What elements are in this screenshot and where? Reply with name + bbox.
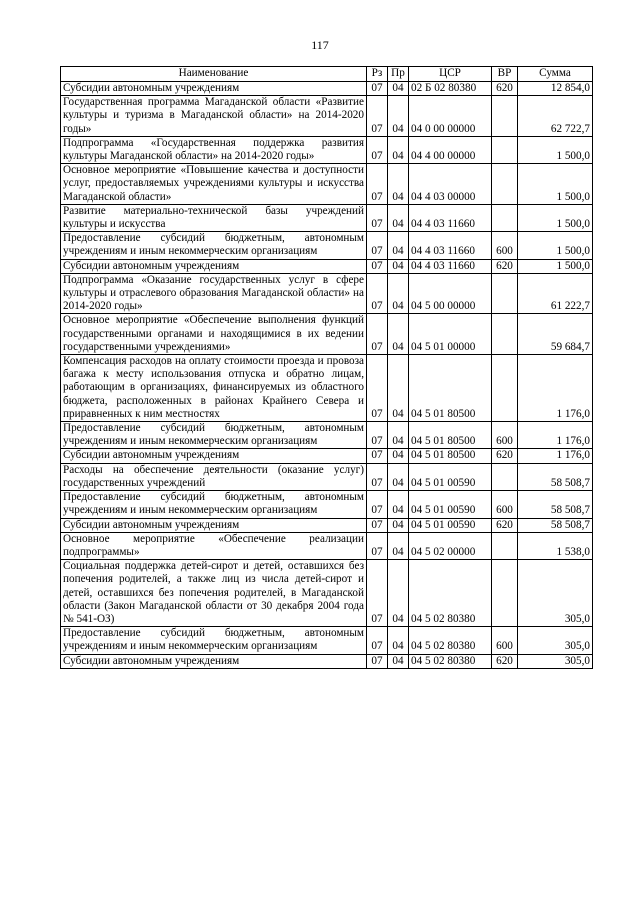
- cell-csr: 04 5 01 00590: [409, 518, 492, 532]
- cell-vr: 600: [492, 422, 518, 449]
- cell-pr: 04: [388, 164, 409, 205]
- cell-sum: 59 684,7: [518, 314, 593, 355]
- cell-name: Предоставление субсидий бюджетным, автономным учреждениям и иным некоммерческим организациям: [61, 627, 367, 654]
- header-sum: Сумма: [518, 67, 593, 82]
- table-row: [61, 314, 593, 355]
- cell-vr: [492, 136, 518, 163]
- cell-pr: 04: [388, 273, 409, 314]
- cell-csr: 04 5 02 80380: [409, 560, 492, 627]
- cell-pr: 04: [388, 463, 409, 490]
- cell-rz: 07: [367, 232, 388, 259]
- cell-sum: 305,0: [518, 654, 593, 668]
- cell-name: Основное мероприятие «Повышение качества и доступности услуг, предоставляемых учреждениями культуры и искусства Магаданской области»: [61, 164, 367, 205]
- header-vr: ВР: [492, 67, 518, 82]
- table-row: [61, 518, 593, 532]
- table-row: [61, 627, 593, 654]
- table-row: [61, 654, 593, 668]
- cell-csr: 04 4 03 11660: [409, 259, 492, 273]
- cell-rz: 07: [367, 491, 388, 518]
- cell-name: Социальная поддержка детей-сирот и детей, оставшихся без попечения родителей, а также лиц из числа детей-сирот и детей, оставшихся без попечения родителей, в Магаданской области (Закон Магаданской области от 30 декабря 2004 года № 541-ОЗ): [61, 560, 367, 627]
- table-row: [61, 232, 593, 259]
- cell-vr: 620: [492, 82, 518, 96]
- cell-rz: 07: [367, 532, 388, 559]
- cell-vr: 620: [492, 518, 518, 532]
- cell-pr: 04: [388, 314, 409, 355]
- cell-pr: 04: [388, 204, 409, 231]
- cell-csr: 04 5 02 80380: [409, 627, 492, 654]
- cell-sum: 1 500,0: [518, 164, 593, 205]
- cell-sum: 12 854,0: [518, 82, 593, 96]
- cell-pr: 04: [388, 96, 409, 137]
- cell-vr: [492, 314, 518, 355]
- cell-pr: 04: [388, 491, 409, 518]
- cell-csr: 04 5 01 00000: [409, 314, 492, 355]
- cell-csr: 04 4 03 11660: [409, 232, 492, 259]
- cell-pr: 04: [388, 232, 409, 259]
- cell-pr: 04: [388, 532, 409, 559]
- cell-rz: 07: [367, 96, 388, 137]
- cell-sum: 1 176,0: [518, 449, 593, 463]
- cell-rz: 07: [367, 449, 388, 463]
- header-csr: ЦСР: [409, 67, 492, 82]
- cell-sum: 58 508,7: [518, 463, 593, 490]
- cell-csr: 04 5 01 00590: [409, 491, 492, 518]
- cell-name: Субсидии автономным учреждениям: [61, 518, 367, 532]
- cell-sum: 305,0: [518, 560, 593, 627]
- table-row: [61, 355, 593, 422]
- table-row: [61, 136, 593, 163]
- cell-name: Субсидии автономным учреждениям: [61, 654, 367, 668]
- table-header-row: [61, 67, 593, 82]
- table-row: [61, 164, 593, 205]
- cell-pr: 04: [388, 355, 409, 422]
- cell-csr: 04 5 02 80380: [409, 654, 492, 668]
- cell-csr: 04 0 00 00000: [409, 96, 492, 137]
- table-row: [61, 259, 593, 273]
- cell-csr: 04 4 03 11660: [409, 204, 492, 231]
- cell-pr: 04: [388, 82, 409, 96]
- cell-vr: 620: [492, 449, 518, 463]
- cell-rz: 07: [367, 204, 388, 231]
- cell-vr: [492, 96, 518, 137]
- cell-rz: 07: [367, 164, 388, 205]
- table-row: [61, 463, 593, 490]
- cell-name: Субсидии автономным учреждениям: [61, 82, 367, 96]
- cell-rz: 07: [367, 136, 388, 163]
- cell-vr: 600: [492, 232, 518, 259]
- cell-rz: 07: [367, 560, 388, 627]
- cell-pr: 04: [388, 259, 409, 273]
- cell-sum: 1 500,0: [518, 259, 593, 273]
- cell-csr: 04 5 01 80500: [409, 355, 492, 422]
- cell-vr: 600: [492, 627, 518, 654]
- cell-name: Компенсация расходов на оплату стоимости проезда и провоза багажа к месту использования отпуска и обратно лицам, работающим в организациях, финансируемых из областного бюджета, расположенных в районах Крайнего Севера и приравненных к ним местностях: [61, 355, 367, 422]
- cell-name: Расходы на обеспечение деятельности (оказание услуг) государственных учреждений: [61, 463, 367, 490]
- table-row: [61, 532, 593, 559]
- cell-name: Субсидии автономным учреждениям: [61, 259, 367, 273]
- cell-pr: 04: [388, 627, 409, 654]
- cell-csr: 04 5 02 00000: [409, 532, 492, 559]
- cell-vr: [492, 532, 518, 559]
- cell-name: Государственная программа Магаданской области «Развитие культуры и туризма в Магаданской области» на 2014-2020 годы»: [61, 96, 367, 137]
- cell-rz: 07: [367, 273, 388, 314]
- cell-name: Подпрограмма «Государственная поддержка развития культуры Магаданской области» на 2014-2020 годы»: [61, 136, 367, 163]
- budget-table: [60, 66, 593, 669]
- cell-rz: 07: [367, 259, 388, 273]
- cell-csr: 02 Б 02 80380: [409, 82, 492, 96]
- header-pr: Пр: [388, 67, 409, 82]
- page-number: 117: [311, 38, 329, 52]
- cell-vr: 620: [492, 654, 518, 668]
- cell-pr: 04: [388, 449, 409, 463]
- cell-sum: 58 508,7: [518, 518, 593, 532]
- cell-name: Развитие материально-технической базы учреждений культуры и искусства: [61, 204, 367, 231]
- cell-vr: 620: [492, 259, 518, 273]
- cell-sum: 1 500,0: [518, 232, 593, 259]
- cell-vr: [492, 204, 518, 231]
- cell-pr: 04: [388, 136, 409, 163]
- cell-sum: 62 722,7: [518, 96, 593, 137]
- cell-name: Подпрограмма «Оказание государственных услуг в сфере культуры и отраслевого образования Магаданской области» на 2014-2020 годы»: [61, 273, 367, 314]
- table-row: [61, 96, 593, 137]
- cell-sum: 61 222,7: [518, 273, 593, 314]
- table-row: [61, 491, 593, 518]
- table-row: [61, 273, 593, 314]
- cell-sum: 1 176,0: [518, 422, 593, 449]
- header-rz: Рз: [367, 67, 388, 82]
- cell-sum: 1 500,0: [518, 204, 593, 231]
- cell-name: Предоставление субсидий бюджетным, автономным учреждениям и иным некоммерческим организациям: [61, 422, 367, 449]
- cell-name: Основное мероприятие «Обеспечение выполнения функций государственными органами и находящимися в их ведении государственными учреждениями»: [61, 314, 367, 355]
- cell-name: Предоставление субсидий бюджетным, автономным учреждениям и иным некоммерческим организациям: [61, 491, 367, 518]
- cell-rz: 07: [367, 518, 388, 532]
- table-row: [61, 204, 593, 231]
- cell-vr: 600: [492, 491, 518, 518]
- cell-csr: 04 4 00 00000: [409, 136, 492, 163]
- cell-csr: 04 5 00 00000: [409, 273, 492, 314]
- header-name: Наименование: [61, 67, 367, 82]
- cell-csr: 04 4 03 00000: [409, 164, 492, 205]
- cell-sum: 1 500,0: [518, 136, 593, 163]
- cell-name: Субсидии автономным учреждениям: [61, 449, 367, 463]
- cell-rz: 07: [367, 463, 388, 490]
- cell-vr: [492, 355, 518, 422]
- table-row: [61, 449, 593, 463]
- cell-sum: 1 176,0: [518, 355, 593, 422]
- cell-name: Предоставление субсидий бюджетным, автономным учреждениям и иным некоммерческим организациям: [61, 232, 367, 259]
- cell-sum: 58 508,7: [518, 491, 593, 518]
- table-row: [61, 560, 593, 627]
- cell-name: Основное мероприятие «Обеспечение реализации подпрограммы»: [61, 532, 367, 559]
- cell-csr: 04 5 01 80500: [409, 449, 492, 463]
- cell-pr: 04: [388, 422, 409, 449]
- cell-vr: [492, 560, 518, 627]
- cell-vr: [492, 273, 518, 314]
- table-row: [61, 422, 593, 449]
- cell-rz: 07: [367, 314, 388, 355]
- cell-vr: [492, 164, 518, 205]
- cell-rz: 07: [367, 627, 388, 654]
- cell-rz: 07: [367, 355, 388, 422]
- cell-rz: 07: [367, 654, 388, 668]
- cell-csr: 04 5 01 80500: [409, 422, 492, 449]
- cell-rz: 07: [367, 82, 388, 96]
- cell-pr: 04: [388, 560, 409, 627]
- cell-vr: [492, 463, 518, 490]
- cell-sum: 305,0: [518, 627, 593, 654]
- cell-rz: 07: [367, 422, 388, 449]
- cell-sum: 1 538,0: [518, 532, 593, 559]
- cell-pr: 04: [388, 518, 409, 532]
- cell-csr: 04 5 01 00590: [409, 463, 492, 490]
- table-row: [61, 82, 593, 96]
- cell-pr: 04: [388, 654, 409, 668]
